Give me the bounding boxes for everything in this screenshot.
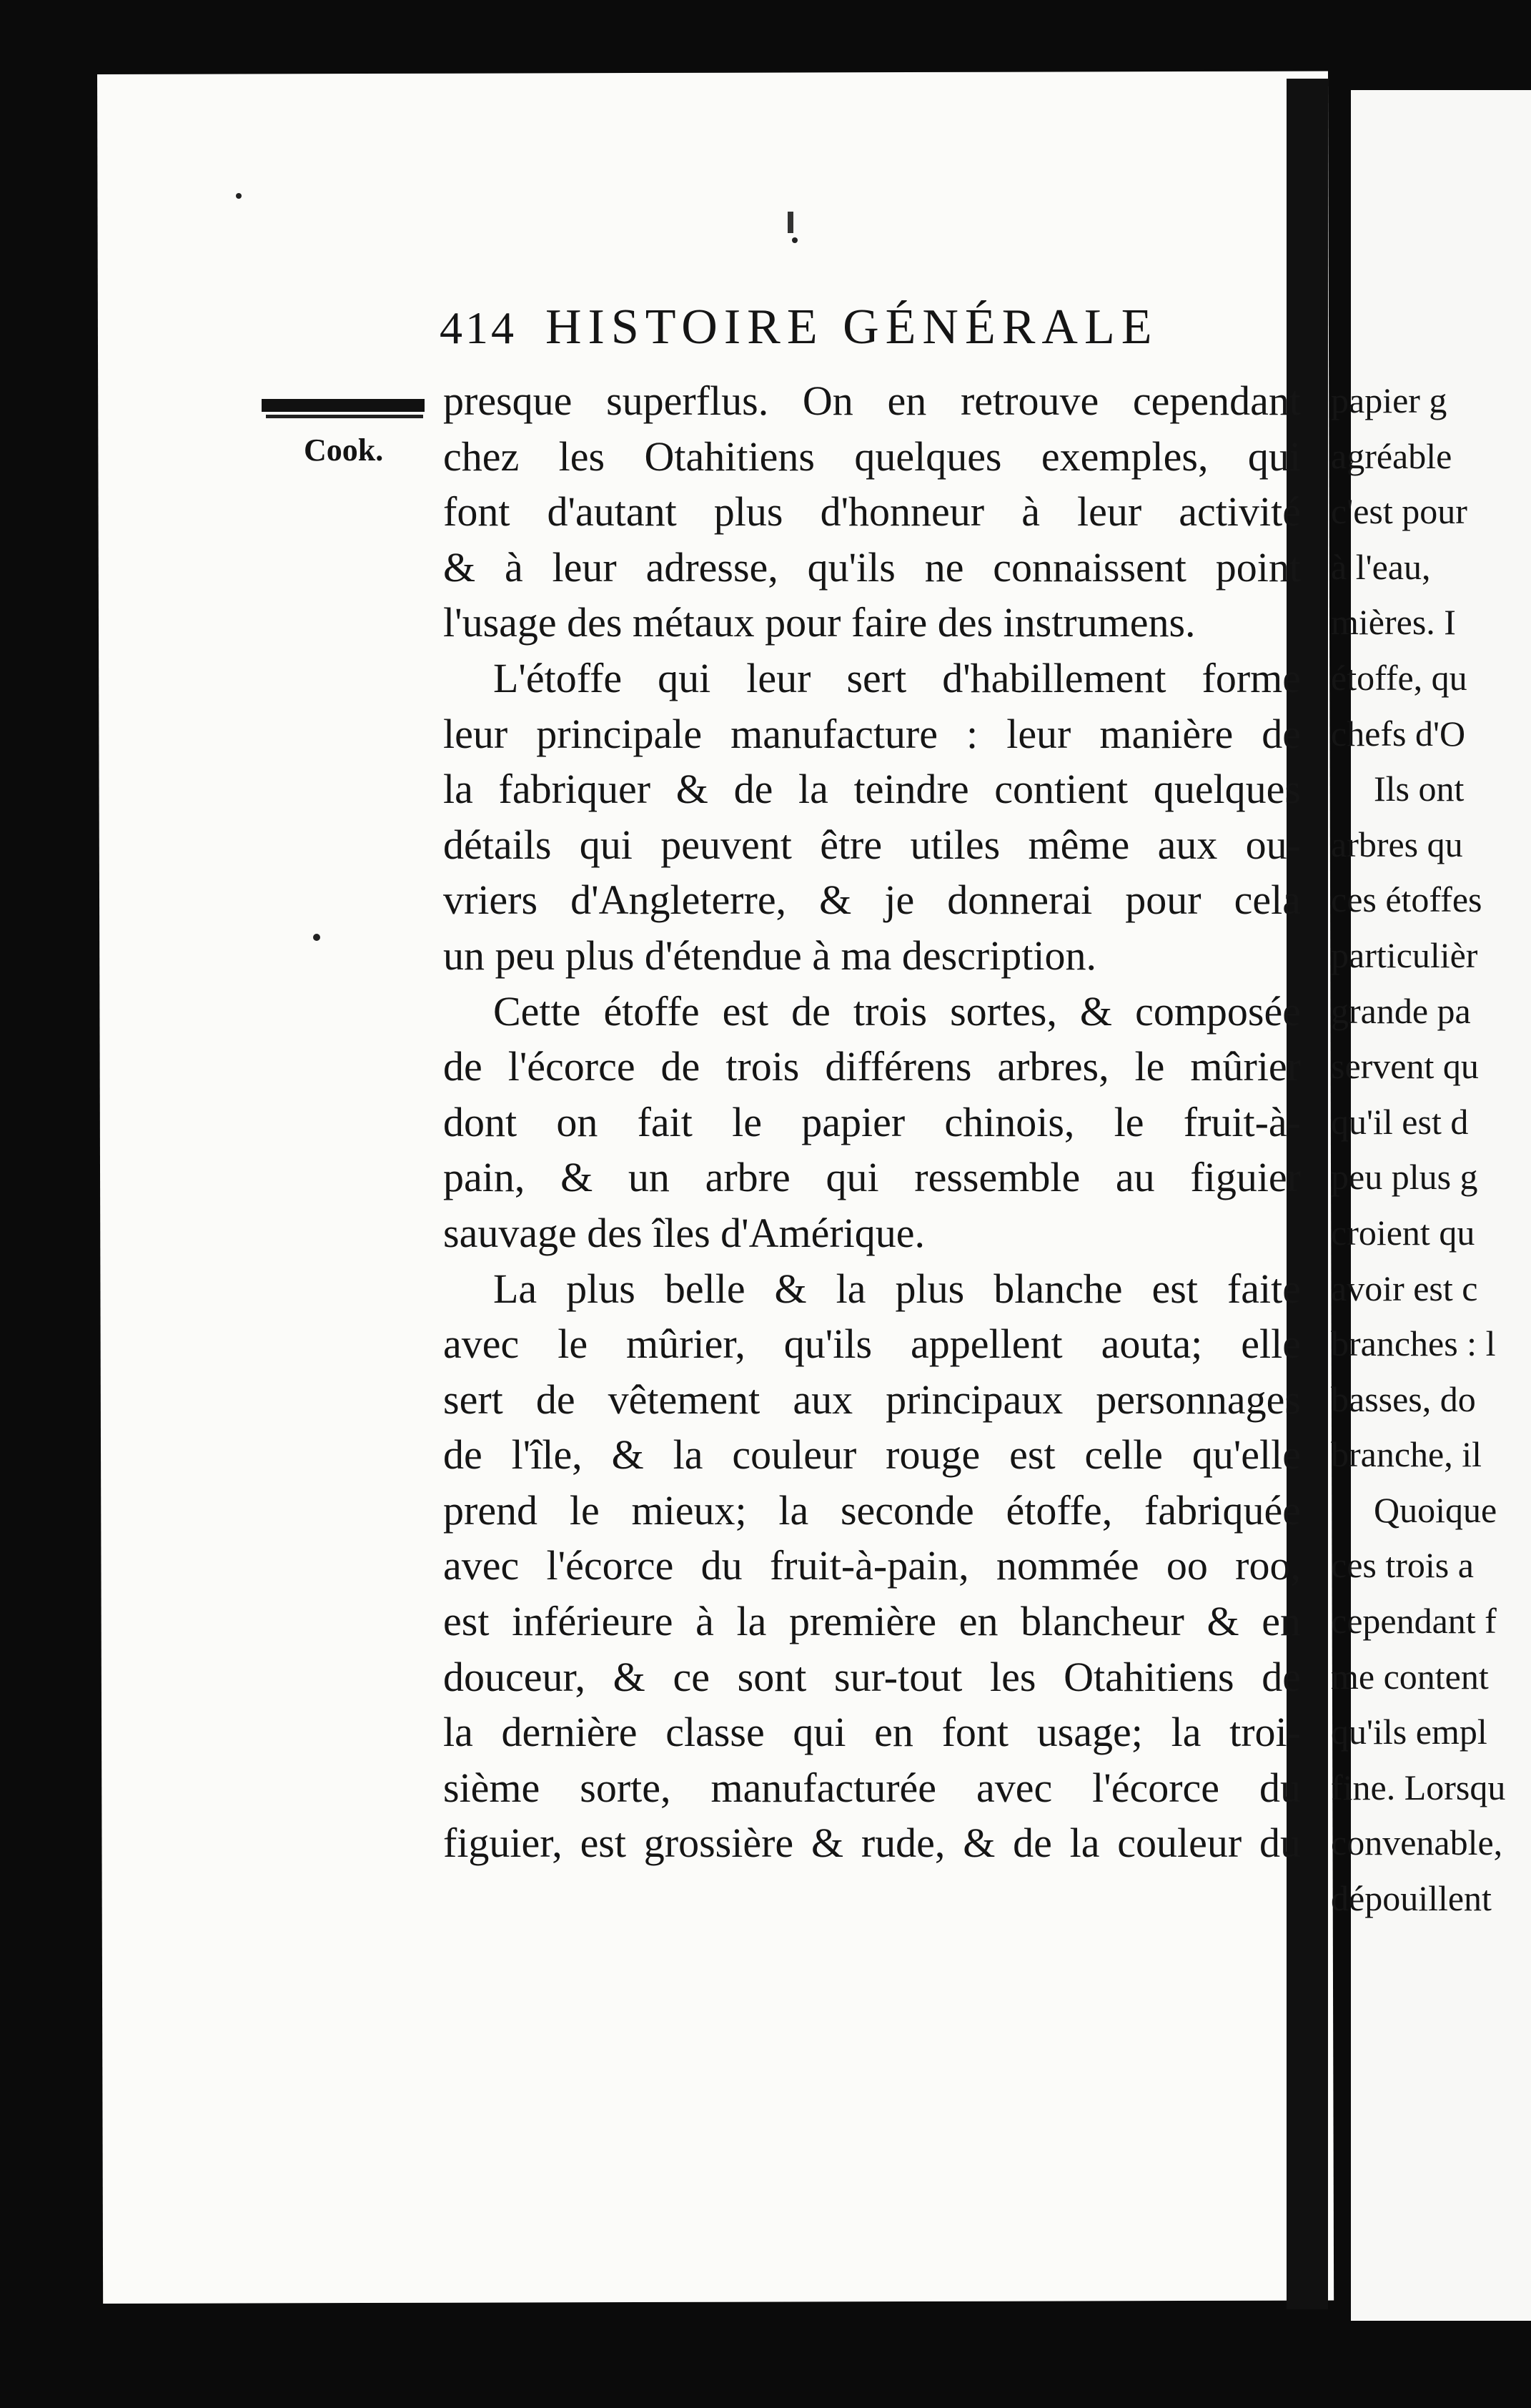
facing-line: chefs d'O: [1331, 713, 1466, 754]
facing-line: branches : l: [1331, 1323, 1496, 1364]
facing-line: agréable: [1331, 435, 1452, 476]
facing-line: Quoique: [1374, 1489, 1497, 1530]
body-text: [443, 373, 1301, 1871]
margin-rule-underline: [266, 415, 423, 418]
facing-line: peu plus g: [1331, 1157, 1478, 1198]
running-title: HISTOIRE GÉNÉRALE: [545, 300, 1159, 355]
facing-line: fine. Lorsqu: [1331, 1767, 1506, 1807]
paper-speck: [313, 934, 320, 941]
text-line: avec le mûrier, qu'ils appellent aouta; elle: [443, 1321, 1301, 1368]
text-line: sauvage des îles d'Amérique.: [443, 1209, 926, 1256]
facing-line: cependant f: [1331, 1601, 1497, 1642]
facing-line: étoffe, qu: [1331, 657, 1467, 698]
text-line: L'étoffe qui leur sert d'habillement forme: [493, 654, 1301, 701]
facing-line: c'est pour: [1331, 491, 1467, 532]
text-line: leur principale manufacture : leur manière de: [443, 710, 1301, 757]
text-line: & à leur adresse, qu'ils ne connaissent point: [443, 543, 1301, 591]
text-line: La plus belle & la plus blanche est faite: [493, 1265, 1301, 1312]
facing-line: papier g: [1331, 380, 1447, 420]
text-line: sième sorte, manufacturée avec l'écorce du: [443, 1764, 1301, 1811]
paper-speck: [236, 193, 242, 199]
margin-note: Cook.: [304, 433, 384, 468]
text-line: douceur, & ce sont sur-tout les Otahitiens de: [443, 1653, 1301, 1700]
text-line: chez les Otahitiens quelques exemples, qui: [443, 433, 1301, 480]
text-line: sert de vêtement aux principaux personnages: [443, 1376, 1301, 1423]
text-line: détails qui peuvent être utiles même aux ou-: [443, 821, 1301, 868]
text-line: dont on fait le papier chinois, le fruit-à-: [443, 1098, 1301, 1145]
running-header: [440, 299, 1158, 356]
facing-line: avoir est c: [1331, 1268, 1478, 1308]
page-number: 414: [440, 302, 517, 353]
facing-line: convenable,: [1331, 1822, 1503, 1863]
facing-line: basses, do: [1331, 1378, 1476, 1419]
text-line: est inférieure à la première en blancheur & en: [443, 1598, 1301, 1645]
facing-line: qu'il est d: [1331, 1101, 1469, 1142]
text-line: Cette étoffe est de trois sortes, & composée: [493, 987, 1301, 1035]
text-line: la dernière classe qui en font usage; la troi-: [443, 1709, 1301, 1756]
text-line: avec l'écorce du fruit-à-pain, nommée oo roo,: [443, 1542, 1301, 1589]
margin-rule: [262, 399, 425, 412]
facing-line: grande pa: [1331, 990, 1471, 1031]
text-line: de l'écorce de trois différens arbres, le mûrier: [443, 1043, 1301, 1090]
facing-line: branche, il: [1331, 1434, 1482, 1475]
facing-line: croient qu: [1331, 1212, 1475, 1253]
facing-line: ces trois a: [1331, 1545, 1474, 1586]
facing-line: servent qu: [1331, 1046, 1479, 1087]
facing-line: arbres qu: [1331, 824, 1463, 864]
text-line: figuier, est grossière & rude, & de la couleur du: [443, 1820, 1301, 1867]
text-line: pain, & un arbre qui ressemble au figuier: [443, 1154, 1301, 1201]
facing-line: mières. I: [1331, 602, 1456, 643]
text-line: l'usage des métaux pour faire des instrumens.: [443, 599, 1196, 646]
facing-page-text: [1331, 373, 1531, 1927]
facing-line: particulièr: [1331, 934, 1478, 975]
paper-speck: [792, 237, 798, 243]
text-line: presque superflus. On en retrouve cependant: [443, 378, 1301, 424]
facing-line: qu'ils empl: [1331, 1712, 1487, 1752]
facing-line: ces étoffes: [1331, 879, 1482, 920]
facing-line: me content: [1331, 1656, 1489, 1697]
text-line: la fabriquer & de la teindre contient quelques: [443, 766, 1301, 813]
printing-mark: [788, 212, 793, 233]
text-line: vriers d'Angleterre, & je donnerai pour cela: [443, 877, 1301, 924]
facing-line: Ils ont: [1374, 769, 1465, 809]
text-line: un peu plus d'étendue à ma description.: [443, 932, 1097, 979]
facing-line: à l'eau,: [1331, 546, 1431, 587]
text-line: de l'île, & la couleur rouge est celle qu'elle: [443, 1431, 1301, 1479]
text-line: font d'autant plus d'honneur à leur activité: [443, 488, 1301, 536]
text-line: prend le mieux; la seconde étoffe, fabriquée: [443, 1486, 1301, 1534]
facing-line: dépouillent: [1331, 1878, 1492, 1919]
